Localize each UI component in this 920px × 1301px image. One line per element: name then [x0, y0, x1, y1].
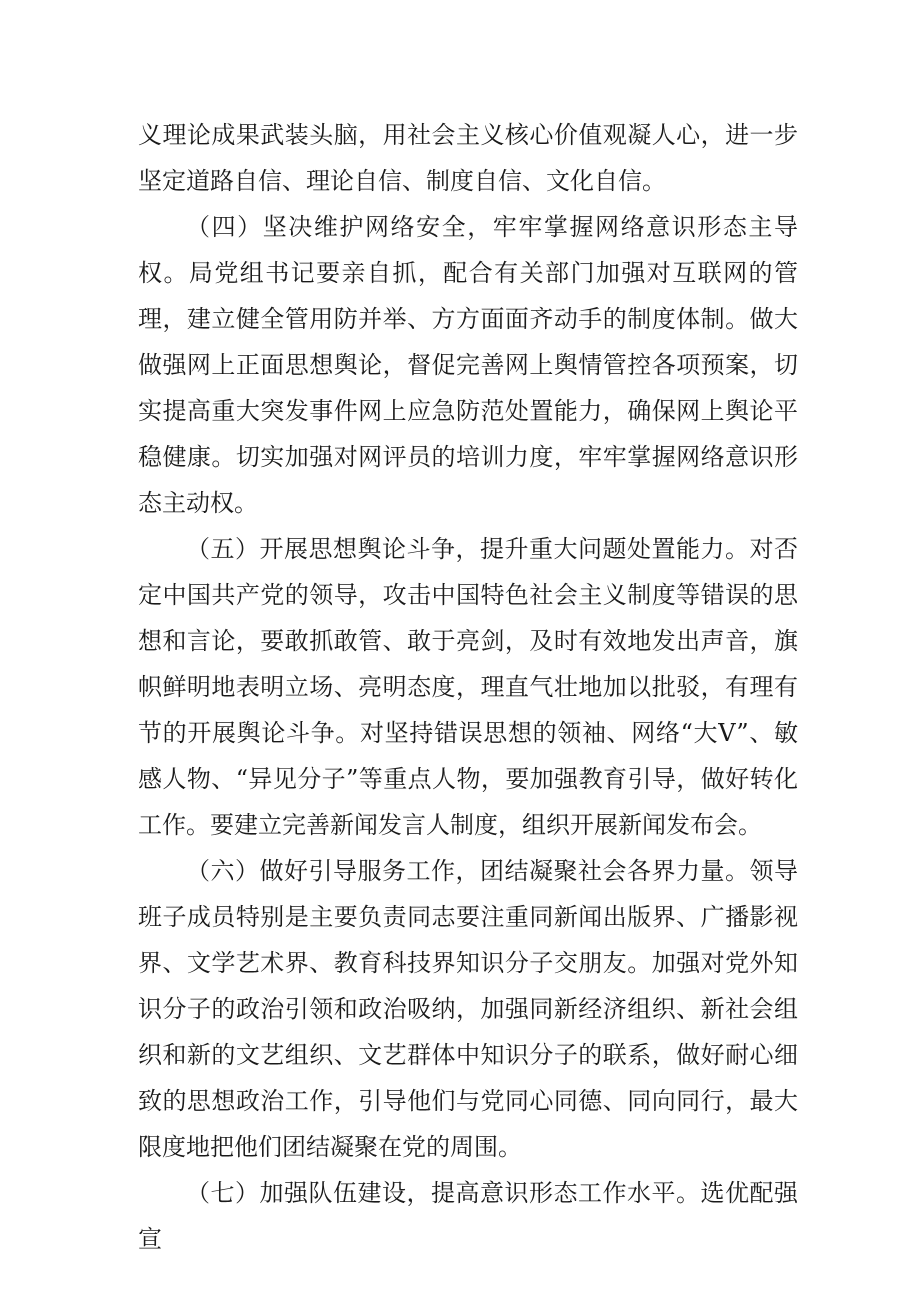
paragraph-opinion-struggle: （五）开展思想舆论斗争，提升重大问题处置能力。对否定中国共产党的领导，攻击中国特色社会主义制度等错误的思想和言论，要敢抓敢管、敢于亮剑，及时有效地发出声音，旗帜鲜明地表明立场、亮明态度，理直气壮地加以批驳，有理有节的开展舆论斗争。对坚持错误思想的领袖、网络“大V”、敏感人物、“异见分子”等重点人物，要加强教育引导，做好转化工作。要建立完善新闻发言人制度，组织开展新闻发布会。	[138, 535, 798, 839]
paragraph-team-building: （七）加强队伍建设，提高意识形态工作水平。选优配强宣	[138, 1179, 798, 1253]
paragraph-guidance-service: （六）做好引导服务工作，团结凝聚社会各界力量。领导班子成员特别是主要负责同志要注重同新闻出版界、广播影视界、文学艺术界、教育科技界知识分子交朋友。加强对党外知识分子的政治引领和政治吸纳，加强同新经济组织、新社会组织和新的文艺组织、文艺群体中知识分子的联系，做好耐心细致的思想政治工作，引导他们与党同心同德、同向同行，最大限度地把他们团结凝聚在党的周围。	[138, 857, 798, 1161]
document-body	[138, 112, 798, 1262]
paragraph-continuation: 义理论成果武装头脑，用社会主义核心价值观凝人心，进一步坚定道路自信、理论自信、制度自信、文化自信。	[138, 121, 798, 195]
paragraph-network-security: （四）坚决维护网络安全，牢牢掌握网络意识形态主导权。局党组书记要亲自抓，配合有关部门加强对互联网的管理，建立健全管用防并举、方方面面齐动手的制度体制。做大做强网上正面思想舆论，督促完善网上舆情管控各项预案，切实提高重大突发事件网上应急防范处置能力，确保网上舆论平稳健康。切实加强对网评员的培训力度，牢牢掌握网络意识形态主动权。	[138, 213, 798, 517]
